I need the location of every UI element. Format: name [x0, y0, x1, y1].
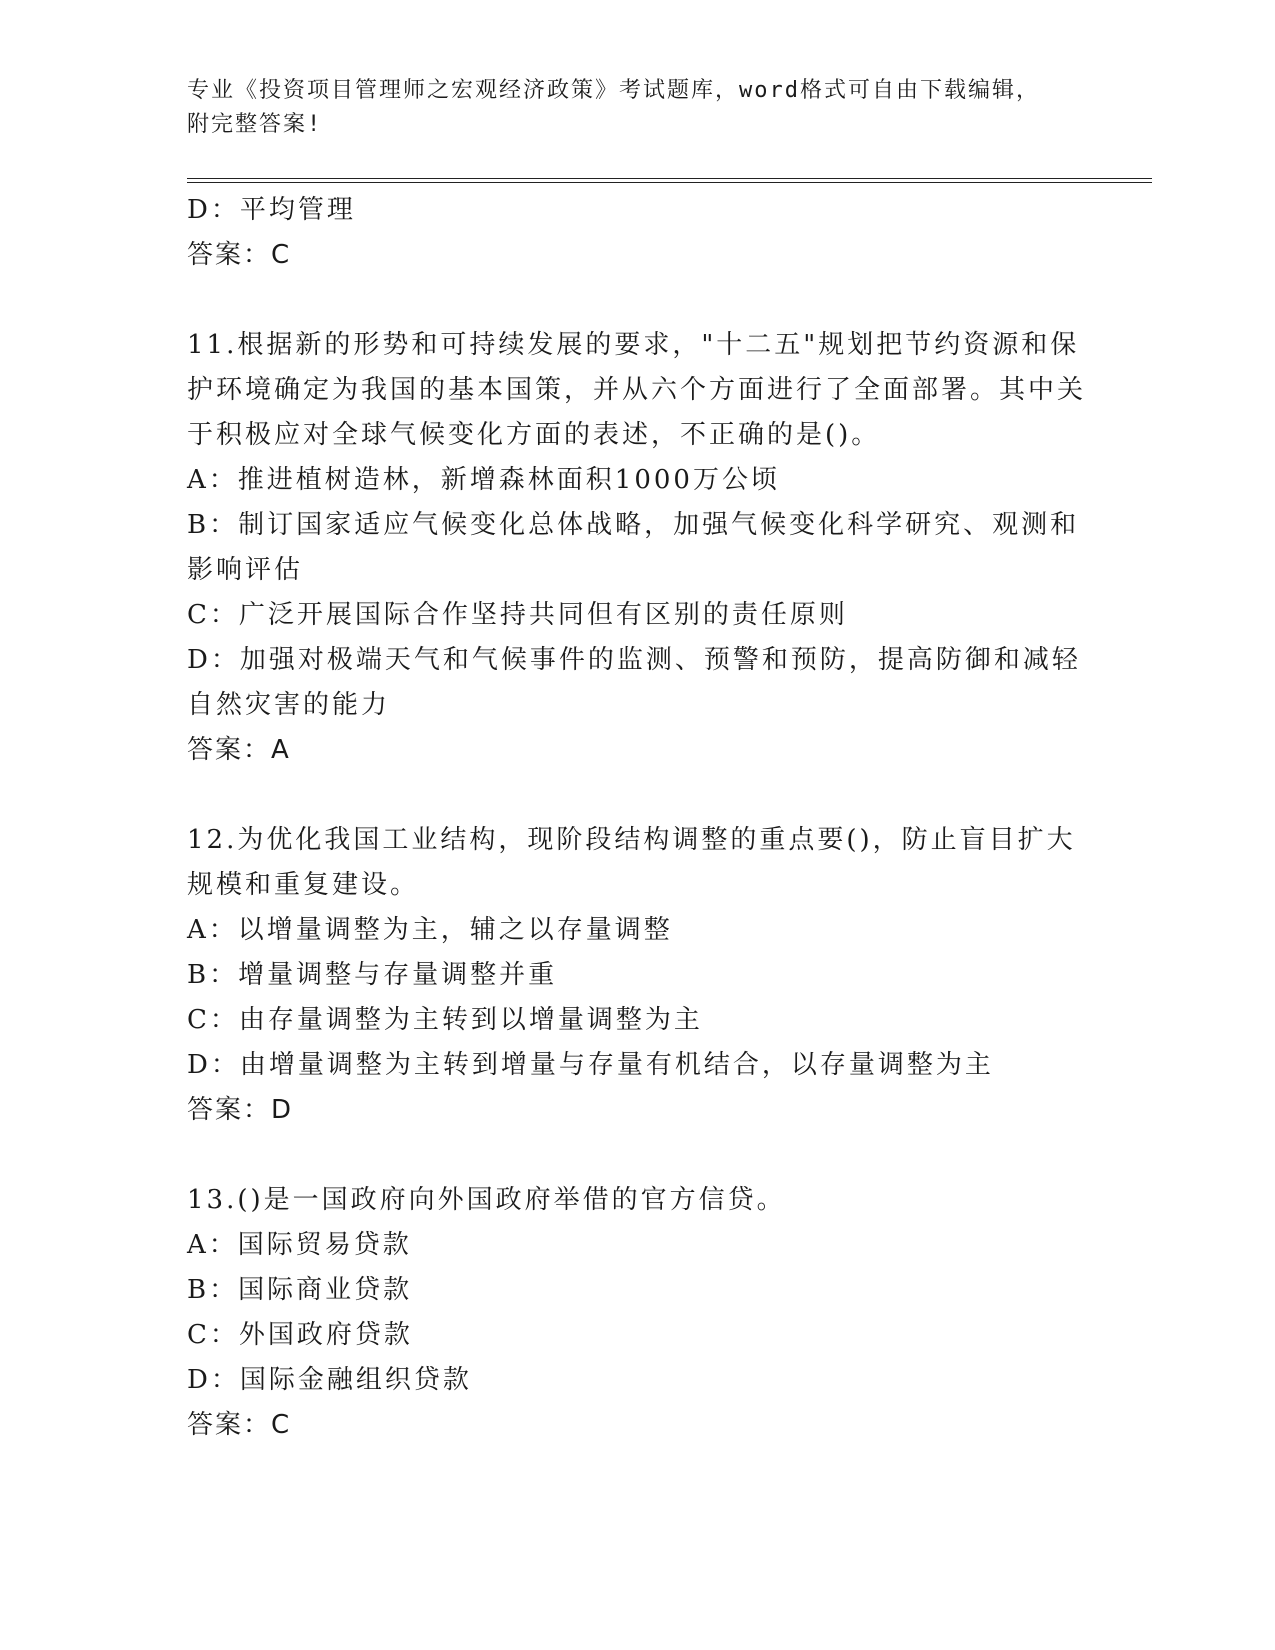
question-stem: 13.()是一国政府向外国政府举借的官方信贷。 [187, 1185, 786, 1215]
question-11 [187, 323, 1087, 773]
answer: 答案：D [187, 1095, 294, 1125]
option-a: A：推进植树造林，新增森林面积1000万公顷 [187, 465, 780, 495]
option-b: B：增量调整与存量调整并重 [187, 960, 558, 990]
option-c: C：广泛开展国际合作坚持共同但有区别的责任原则 [187, 600, 848, 630]
header-divider [187, 178, 1152, 183]
spacer [187, 1133, 1087, 1178]
question-13 [187, 1178, 1087, 1448]
spacer [187, 773, 1087, 818]
page-header [187, 74, 1087, 142]
previous-question-tail [187, 188, 1087, 278]
question-stem: 11.根据新的形势和可持续发展的要求，"十二五"规划把节约资源和保护环境确定为我国的基本国策，并从六个方面进行了全面部署。其中关于积极应对全球气候变化方面的表述，不正确的是()。 [187, 330, 1087, 450]
spacer [187, 278, 1087, 323]
option-c: C：外国政府贷款 [187, 1320, 413, 1350]
option-a: A：国际贸易贷款 [187, 1230, 412, 1260]
question-content [187, 188, 1087, 1448]
answer: 答案：A [187, 735, 291, 765]
option-d: D：国际金融组织贷款 [187, 1365, 472, 1395]
question-stem: 12.为优化我国工业结构，现阶段结构调整的重点要()，防止盲目扩大规模和重复建设。 [187, 825, 1076, 900]
option-d: D：平均管理 [187, 195, 356, 225]
option-c: C：由存量调整为主转到以增量调整为主 [187, 1005, 703, 1035]
option-d: D：由增量调整为主转到增量与存量有机结合，以存量调整为主 [187, 1050, 994, 1080]
option-b: B：国际商业贷款 [187, 1275, 413, 1305]
answer: 答案：C [187, 1410, 292, 1440]
header-line-2: 附完整答案! [187, 112, 323, 137]
header-line-1: 专业《投资项目管理师之宏观经济政策》考试题库，word格式可自由下载编辑， [187, 78, 1040, 103]
question-12 [187, 818, 1087, 1133]
option-d: D：加强对极端天气和气候事件的监测、预警和预防，提高防御和减轻自然灾害的能力 [187, 645, 1081, 720]
option-a: A：以增量调整为主，辅之以存量调整 [187, 915, 673, 945]
answer: 答案：C [187, 240, 292, 270]
option-b: B：制订国家适应气候变化总体战略，加强气候变化科学研究、观测和影响评估 [187, 510, 1080, 585]
